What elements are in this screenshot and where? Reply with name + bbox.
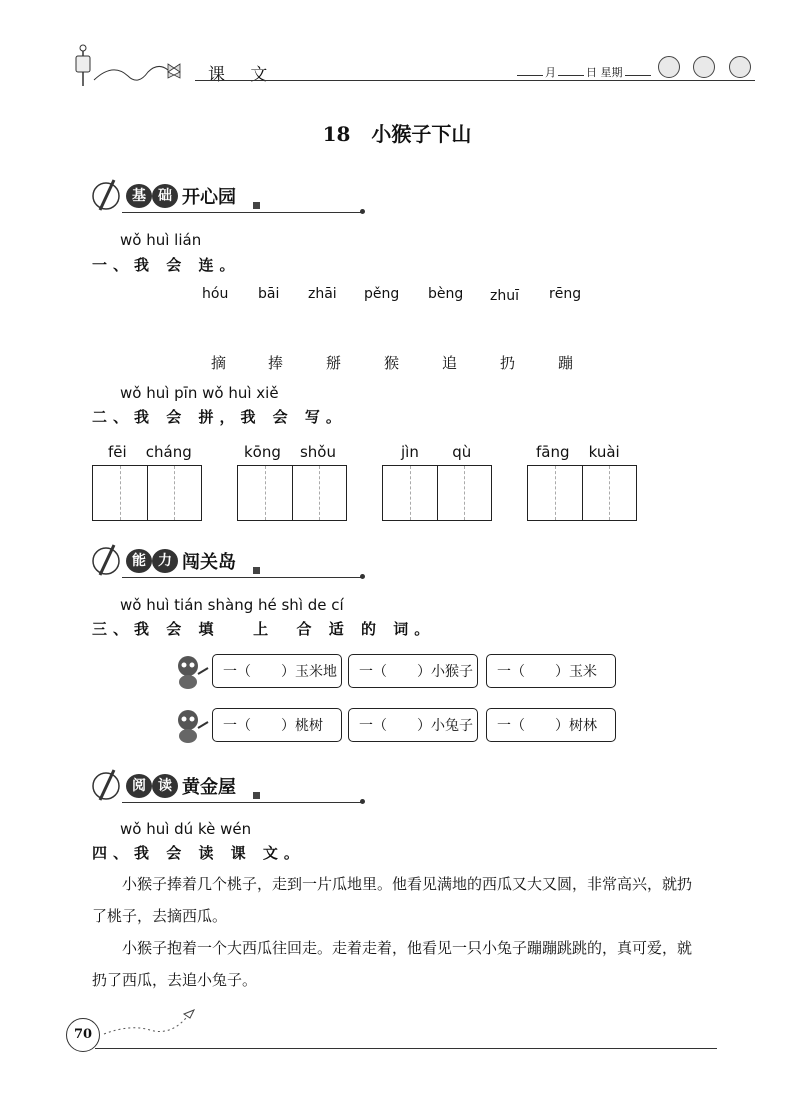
fill-blank-box[interactable]: 一（ ）玉米	[486, 654, 616, 688]
header-date: 月 日 星期	[515, 64, 653, 80]
fill-blank-box[interactable]: 一（ ）树林	[486, 708, 616, 742]
q1-label: 一、我 会 连。	[92, 256, 241, 274]
word-pinyin: fēi cháng	[108, 443, 192, 461]
word-pinyin: jìn qù	[401, 443, 472, 461]
q4-pinyin: wǒ huì dú kè wén	[120, 820, 252, 838]
pinyin-item[interactable]: zhuī	[490, 288, 519, 304]
pinyin-item[interactable]: zhāi	[308, 286, 337, 302]
q2-pinyin: wǒ huì pīn wǒ huì xiě	[120, 384, 279, 402]
q2-label: 二、我 会 拼，我 会 写。	[92, 408, 347, 426]
reading-paragraph: 小猴子抱着一个大西瓜往回走。走着走着，他看见一只小兔子蹦蹦跳跳的，真可爱，就扔了西瓜，去追小兔子。	[92, 939, 693, 989]
fill-blank-box[interactable]: 一（ ）小猴子	[348, 654, 478, 688]
lamp-ornament-icon	[68, 42, 198, 92]
q1-pinyin: wǒ huì lián	[120, 231, 202, 249]
smiley-sad-icon[interactable]	[729, 56, 751, 78]
brush-icon	[92, 766, 122, 806]
writing-grid[interactable]	[527, 465, 637, 521]
pinyin-item[interactable]: pěng	[364, 286, 400, 302]
writing-grid[interactable]	[382, 465, 492, 521]
pinyin-item[interactable]: bèng	[428, 286, 464, 302]
monkey-mascot-icon	[172, 652, 210, 690]
word-pinyin: fāng kuài	[536, 443, 620, 461]
brush-icon	[92, 541, 122, 581]
pinyin-item[interactable]: rēng	[549, 286, 582, 302]
hanzi-item[interactable]: 扔	[500, 354, 516, 372]
hanzi-item[interactable]: 掰	[326, 354, 342, 372]
writing-grid[interactable]	[237, 465, 347, 521]
fill-blank-box[interactable]: 一（ ）小兔子	[348, 708, 478, 742]
smiley-happy-icon[interactable]	[658, 56, 680, 78]
word-pinyin: kōng shǒu	[244, 443, 336, 461]
q3-pinyin: wǒ huì tián shàng hé shì de cí	[120, 596, 344, 614]
bird-trail-icon	[100, 1000, 210, 1040]
hanzi-item[interactable]: 摘	[211, 354, 227, 372]
brush-icon	[92, 176, 122, 216]
header-rule	[195, 80, 755, 81]
page-number: 70	[66, 1018, 100, 1052]
section-banner-ability: 能 力 闯关岛	[92, 541, 372, 581]
reading-paragraph: 小猴子捧着几个桃子，走到一片瓜地里。他看见满地的西瓜又大又圆，非常高兴，就扔了桃子，去摘西瓜。	[92, 875, 693, 925]
hanzi-item[interactable]: 猴	[384, 354, 400, 372]
section-banner-basics: 基 础 开心园	[92, 176, 372, 216]
header-section-label: 课 文	[208, 65, 278, 85]
monkey-mascot-icon	[172, 706, 210, 744]
fill-blank-box[interactable]: 一（ ）玉米地	[212, 654, 342, 688]
pinyin-item[interactable]: bāi	[258, 286, 280, 302]
hanzi-item[interactable]: 捧	[268, 354, 284, 372]
writing-grid[interactable]	[92, 465, 202, 521]
hanzi-item[interactable]: 追	[442, 354, 458, 372]
pinyin-item[interactable]: hóu	[202, 286, 229, 302]
fill-blank-box[interactable]: 一（ ）桃树	[212, 708, 342, 742]
q3-label: 三、我 会 填 上 合 适 的 词。	[92, 620, 436, 638]
footer-rule	[95, 1048, 717, 1049]
q4-label: 四、我 会 读 课 文。	[92, 844, 305, 862]
lesson-title: 18 小猴子下山	[322, 122, 472, 146]
hanzi-item[interactable]: 蹦	[558, 354, 574, 372]
smiley-neutral-icon[interactable]	[693, 56, 715, 78]
section-banner-reading: 阅 读 黄金屋	[92, 766, 372, 806]
